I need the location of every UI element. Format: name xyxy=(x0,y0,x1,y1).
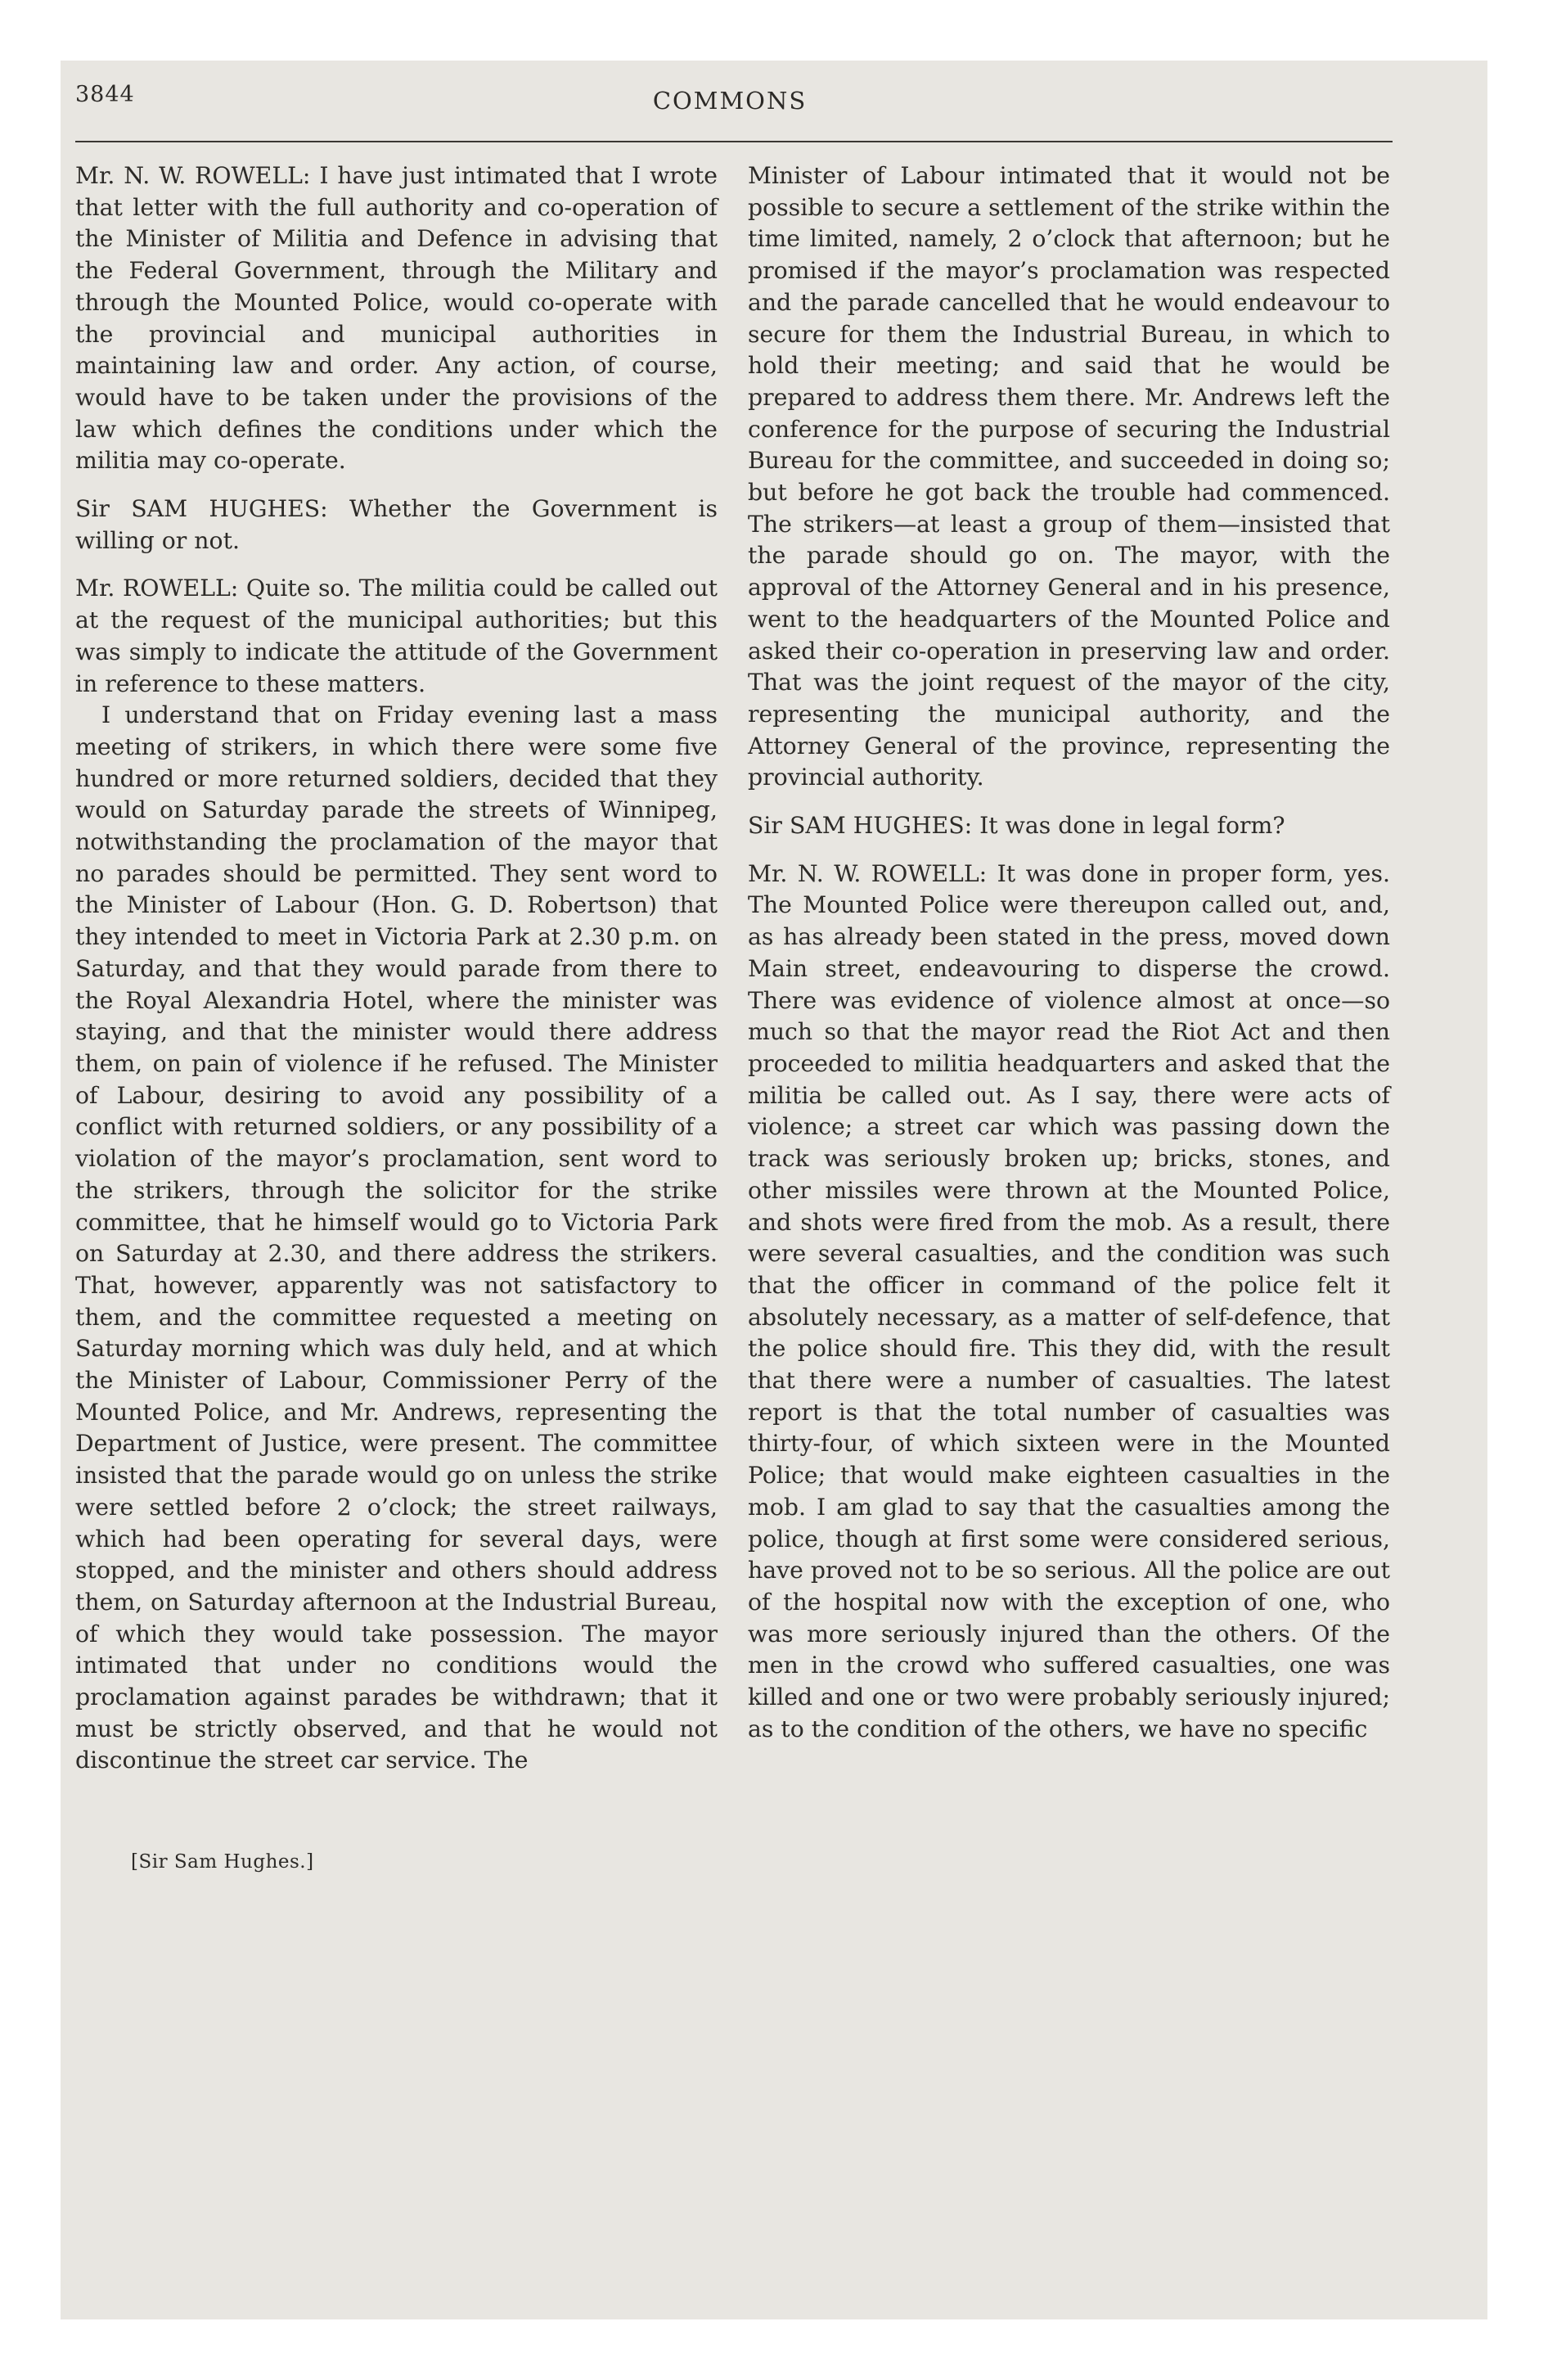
paragraph: I understand that on Friday evening last a mass meeting of strikers, in which there were some five hundred or more returned soldiers, decided that they would on Saturday parade the streets of Winnipeg, notwithstanding the proclamation of the mayor that no parades should be permitted. They sent word to the Minister of Labour (Hon. G. D. Robertson) that they intended to meet in Victoria Park at 2.30 p.m. on Saturday, and that they would parade from there to the Royal Alexandria Hotel, where the minister was staying, and that the minister would there address them, on pain of violence if he refused. The Minister of Labour, desiring to avoid any possibility of a conflict with returned soldiers, or any possibility of a violation of the mayor’s proclamation, sent word to the strikers, through the solicitor for the strike committee, that he himself would go to Victoria Park on Saturday at 2.30, and there address the strikers. That, however, apparently was not satisfactory to them, and the committee requested a meeting on Saturday morning which was duly held, and at which the Minister of Labour, Commissioner Perry of the Mounted Police, and Mr. Andrews, representing the Department of Justice, were present. The committee insisted that the parade would go on unless the strike were settled before 2 o’clock; the street railways, which had been operating for several days, were stopped, and the minister and others should address them, on Saturday afternoon at the Industrial Bureau, of which they would take possession. The mayor intimated that under no conditions would the proclamation against parades be withdrawn; that it must be strictly observed, and that he would not discontinue the street car service. The xyxy=(75,701,718,1774)
header-rule xyxy=(75,141,1393,142)
page-header xyxy=(75,82,1384,128)
paragraph: Minister of Labour intimated that it would not be possible to secure a settlement of the strike within the time limited, namely, 2 o’clock that afternoon; but he promised if the mayor’s proclamation was respected and the parade cancelled that he would endeavour to secure for them the Industrial Bureau, in which to hold their meeting; and said that he would be prepared to address them there. Mr. Andrews left the conference for the purpose of securing the Industrial Bureau for the committee, and succeeded in doing so; but before he got back the trouble had commenced. The strikers—at least a group of them—insisted that the parade should go on. The mayor, with the approval of the Attorney General and in his presence, went to the headquarters of the Mounted Police and asked their co-operation in preserving law and order. That was the joint request of the mayor of the city, representing the municipal authority, and the Attorney General of the province, representing the provincial authority. xyxy=(748,162,1390,791)
running-title: COMMONS xyxy=(652,87,808,115)
speaker-footnote: [Sir Sam Hughes.] xyxy=(131,1851,314,1873)
right-column xyxy=(748,160,1390,1745)
left-column xyxy=(75,160,718,1777)
paragraph: Mr. N. W. ROWELL: I have just intimated that I wrote that letter with the full authority and co-operation of the Minister of Militia and Defence in advising that the Federal Government, through the Military and through the Mounted Police, would co-operate with the provincial and municipal authorities in maintaining law and order. Any action, of course, would have to be taken under the provisions of the law which defines the conditions under which the militia may co-operate. xyxy=(75,162,718,475)
paragraph: Mr. ROWELL: Quite so. The militia could be called out at the request of the municipal authorities; but this was simply to indicate the attitude of the Government in reference to these matters. xyxy=(75,575,718,697)
page-number: 3844 xyxy=(75,82,135,107)
paragraph: Sir SAM HUGHES: It was done in legal form? xyxy=(748,812,1285,840)
paragraph: Mr. N. W. ROWELL: It was done in proper form, yes. The Mounted Police were thereupon called out, and, as has already been stated in the press, moved down Main street, endeavouring to disperse the crowd. There was evidence of violence almost at once—so much so that the mayor read the Riot Act and then proceeded to militia headquarters and asked that the militia be called out. As I say, there were acts of violence; a street car which was passing down the track was seriously broken up; bricks, stones, and other missiles were thrown at the Mounted Police, and shots were fired from the mob. As a result, there were several casualties, and the condition was such that the officer in command of the police felt it absolutely necessary, as a matter of self-defence, that the police should fire. This they did, with the result that there were a number of casualties. The latest report is that the total number of casualties was thirty-four, of which sixteen were in the Mounted Police; that would make eighteen casualties in the mob. I am glad to say that the casualties among the police, though at first some were considered serious, have proved not to be so serious. All the police are out of the hospital now with the exception of one, who was more seriously injured than the others. Of the men in the crowd who suffered casualties, one was killed and one or two were probably seriously injured; as to the condition of the others, we have no specific xyxy=(748,859,1390,1742)
paragraph: Sir SAM HUGHES: Whether the Government is willing or not. xyxy=(75,495,718,554)
